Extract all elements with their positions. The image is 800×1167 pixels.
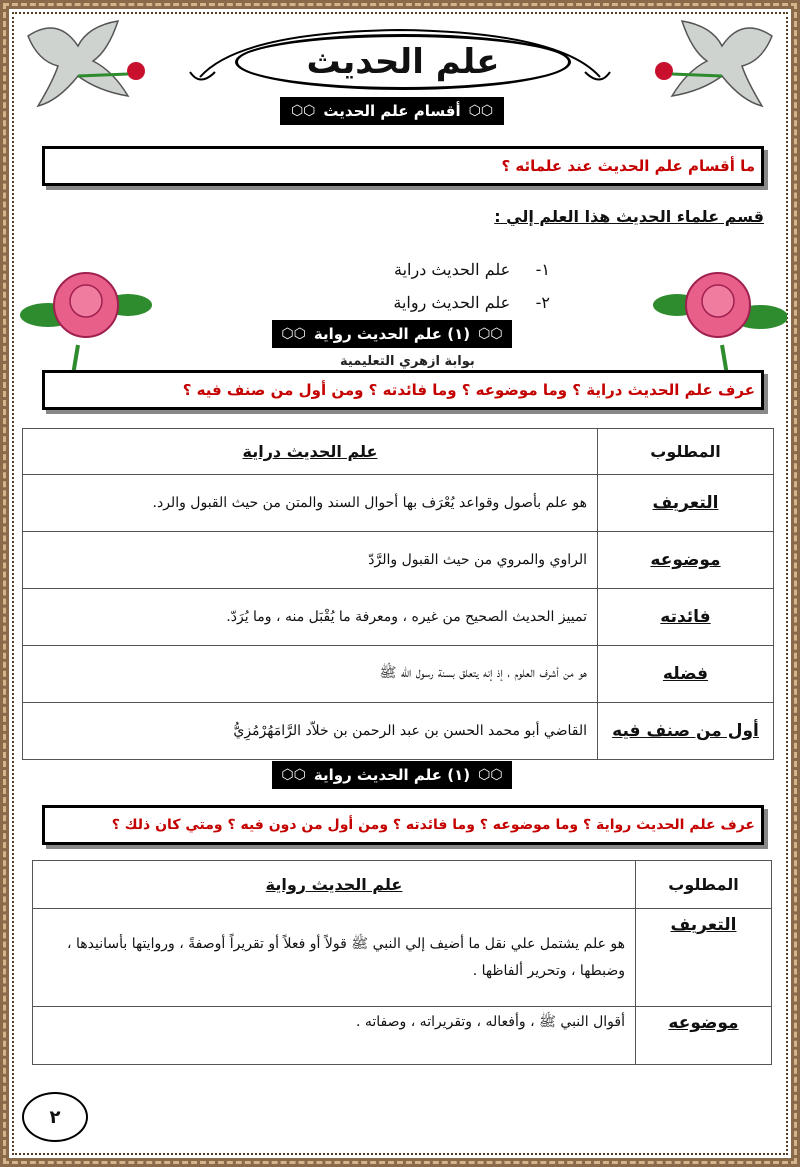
table-row: موضوعه أقوال النبي ﷺ ، وأفعاله ، وتقريراته ، وصفاته . <box>33 1007 772 1065</box>
hexagon-icon: ⬡⬡ <box>478 767 503 783</box>
page-number: ٢ <box>22 1092 88 1142</box>
division-item: ٢- علم الحديث رواية <box>393 293 550 312</box>
table-row: أول من صنف فيه القاضي أبو محمد الحسن بن عبد الرحمن بن خلاّد الرَّامَهُرْمُزِيُّ <box>23 703 774 760</box>
rose-icon <box>18 265 153 375</box>
hexagon-icon: ⬡⬡ <box>468 103 494 119</box>
table-row: التعريف هو علم يشتمل علي نقل ما أضيف إلي النبي ﷺ قولاً أو فعلاً أو تقريراً أوصفةً ، وروايتها بأسانيدها ، وضبطها ، وتحرير ألفاظها . <box>33 909 772 1007</box>
hexagon-icon: ⬡⬡ <box>478 326 503 342</box>
watermark-text: بوابة ازهري التعليمية <box>340 354 475 369</box>
page-title: علم الحديث <box>235 34 571 90</box>
riwayah-table <box>32 860 772 1065</box>
section-banner: ⬡⬡ أقسام علم الحديث ⬡⬡ <box>280 97 504 125</box>
table-header-row: المطلوب علم الحديث دراية <box>23 429 774 475</box>
section-banner: ⬡⬡ (١) علم الحديث رواية ⬡⬡ <box>272 761 512 789</box>
question-box: ما أقسام علم الحديث عند علمائه ؟ <box>42 146 764 186</box>
table-row: فائدته تمييز الحديث الصحيح من غيره ، ومعرفة ما يُقْبَل منه ، وما يُرَدّ. <box>23 589 774 646</box>
intro-line: قسم علماء الحديث هذا العلم إلي : <box>494 207 764 226</box>
table-row: موضوعه الراوي والمروي من حيث القبول والرَّدّ <box>23 532 774 589</box>
division-item: ١- علم الحديث دراية <box>393 260 550 279</box>
hexagon-icon: ⬡⬡ <box>281 767 306 783</box>
table-row: التعريف هو علم بأصول وقواعد يُعْرَف بها أحوال السند والمتن من حيث القبول والرد. <box>23 475 774 532</box>
title-scroll <box>180 22 620 92</box>
rose-icon <box>652 265 787 375</box>
question-box: عرف علم الحديث رواية ؟ وما موضوعه ؟ وما فائدته ؟ ومن أول من دون فيه ؟ ومتي كان ذلك ؟ <box>42 805 764 845</box>
hexagon-icon: ⬡⬡ <box>290 103 316 119</box>
section-banner: ⬡⬡ (١) علم الحديث رواية ⬡⬡ <box>272 320 512 348</box>
question-box: عرف علم الحديث دراية ؟ وما موضوعه ؟ وما فائدته ؟ ومن أول من صنف فيه ؟ <box>42 370 764 410</box>
dove-with-rose-icon <box>652 16 782 116</box>
dirayah-table <box>22 428 774 760</box>
hexagon-icon: ⬡⬡ <box>281 326 306 342</box>
table-row: فضله هو من أشرف العلوم ، إذ إنه يتعلق بسنة رسول الله ﷺ <box>23 646 774 703</box>
table-header-row: المطلوب علم الحديث رواية <box>33 861 772 909</box>
dove-with-rose-icon <box>18 16 148 116</box>
